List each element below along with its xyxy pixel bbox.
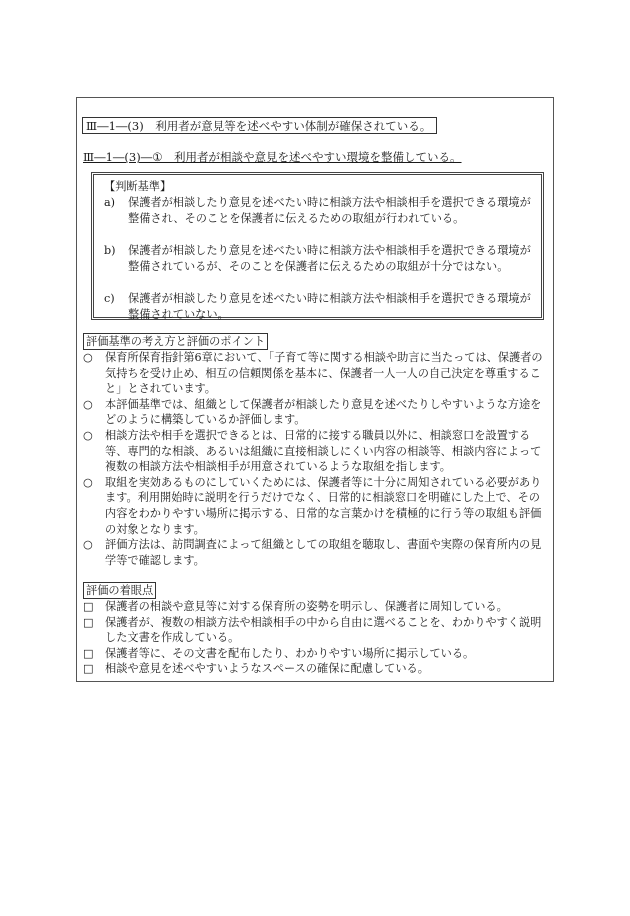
point-text: 相談方法や相手を選択できるとは、日常的に接する職員以外に、相談窓口を設置する等、専門的な相談、あるいは組織に直接相談しにくい内容の相談等、相談内容によって複数の相談方法や相談相手が用意されているような取組を指します。 <box>105 428 542 474</box>
list-item <box>83 537 551 568</box>
point-text: 本評価基準では、組織として保護者が相談したり意見を述べたりしやすいような方途をどのように構築しているか評価します。 <box>105 397 542 427</box>
checkbox-icon: □ <box>83 646 94 660</box>
criteria-marker: a) <box>104 196 116 209</box>
criteria-text: 保護者が相談したり意見を述べたい時に相談方法や相談相手を選択できる環境が整備され、そのことを保護者に伝えるための取組が行われている。 <box>128 196 531 225</box>
point-text: 保育所保育指針第6章において、「子育て等に関する相談や助言に当たっては、保護者の気持ちを受け止め、相互の信頼関係を基本に、保護者一人一人の自己決定を尊重すること」とされています。 <box>105 351 543 396</box>
observation-text: 保護者等に、その文書を配布したり、わかりやすい場所に掲示している。 <box>105 646 475 660</box>
criteria-text: 保護者が相談したり意見を述べたい時に相談方法や相談相手を選択できる環境が整備されていない。 <box>128 292 531 321</box>
criteria-item-b <box>104 243 535 275</box>
point-text: 評価方法は、訪問調査によって組織としての取組を聴取し、書面や実際の保育所内の見学等で確認します。 <box>105 538 542 567</box>
circle-bullet-icon: ○ <box>83 538 93 552</box>
list-item <box>83 646 551 662</box>
observation-text: 保護者が、複数の相談方法や相談相手の中から自由に選べることを、わかりやすく説明した文書を作成している。 <box>105 615 542 645</box>
list-item <box>83 599 551 615</box>
observation-text: 相談や意見を述べやすいようなスペースの確保に配慮している。 <box>105 662 429 676</box>
list-item <box>83 428 551 475</box>
circle-bullet-icon: ○ <box>83 428 93 442</box>
criteria-item-a <box>104 195 535 227</box>
list-item <box>83 661 551 677</box>
list-item <box>83 615 551 646</box>
section-heading: Ⅲ―1―(3) 利用者が意見等を述べやすい体制が確保されている。 <box>82 117 437 134</box>
circle-bullet-icon: ○ <box>83 397 93 411</box>
evaluation-points-list <box>83 350 551 568</box>
list-item <box>83 397 551 428</box>
criteria-title: 【判断基準】 <box>104 180 172 193</box>
list-item <box>83 350 551 397</box>
observation-text: 保護者の相談や意見等に対する保育所の姿勢を明示し、保護者に周知している。 <box>105 600 508 613</box>
point-text: 取組を実効あるものにしていくためには、保護者等に十分に周知されている必要があります。利用開始時に説明を行うだけでなく、日常的に相談窓口を明確にした上で、その内容をわかりやすい場所に掲示する、日常的な言葉かけを積極的に行う等の取組も評価の対象となります。 <box>105 475 542 536</box>
circle-bullet-icon: ○ <box>83 475 93 489</box>
criteria-text: 保護者が相談したり意見を述べたい時に相談方法や相談相手を選択できる環境が整備されているが、そのことを保護者に伝えるための取組が十分ではない。 <box>128 244 531 273</box>
points-section-label: 評価基準の考え方と評価のポイント <box>83 333 268 350</box>
criteria-item-c <box>104 291 535 323</box>
criteria-marker: c) <box>104 292 115 305</box>
list-item <box>83 475 551 537</box>
criteria-marker: b) <box>104 244 116 257</box>
circle-bullet-icon: ○ <box>83 351 93 364</box>
judgement-criteria-box <box>91 172 544 320</box>
checkbox-icon: □ <box>83 615 94 629</box>
checkbox-icon: □ <box>83 662 94 676</box>
subsection-heading: Ⅲ―1―(3)―① 利用者が相談や意見を述べやすい環境を整備している。 <box>83 150 462 164</box>
observations-section-label: 評価の着眼点 <box>83 582 156 599</box>
observation-points-list <box>83 599 551 677</box>
checkbox-icon: □ <box>83 600 94 613</box>
